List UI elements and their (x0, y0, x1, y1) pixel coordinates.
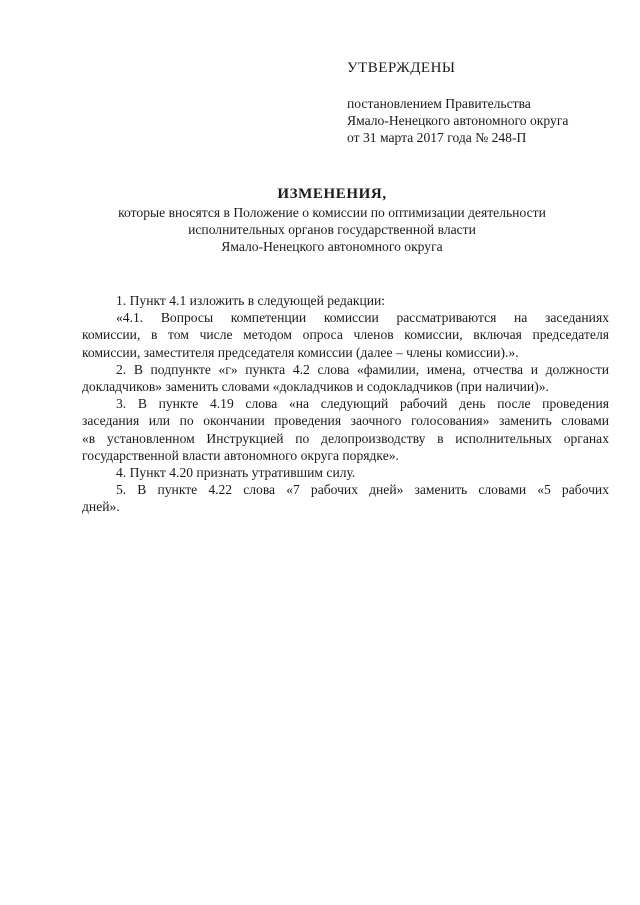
document-subtitle-line: которые вносятся в Положение о комиссии по оптимизации деятельности (118, 205, 546, 220)
text-line: дней». (82, 499, 120, 515)
text-line: заседания или по окончании проведения заочного голосования» заменить словами (82, 413, 609, 429)
amendment-item-1-text (82, 309, 609, 361)
text-line: государственной власти автономного округа порядке». (82, 447, 399, 463)
document-title: ИЗМЕНЕНИЯ, (277, 186, 387, 202)
approval-line: постановлением Правительства (347, 96, 531, 111)
approval-line: от 31 марта 2017 года № 248-П (347, 130, 527, 145)
document-subtitle-line: Ямало-Ненецкого автономного округа (221, 239, 443, 254)
text-line: «4.1. Вопросы компетенции комиссии рассматриваются на заседаниях (116, 310, 609, 326)
document-subtitle-line: исполнительных органов государственной власти (188, 222, 476, 237)
amendment-item-5 (82, 481, 609, 515)
text-line: 3. В пункте 4.19 слова «на следующий рабочий день после проведения (116, 396, 609, 412)
text-line: 2. В подпункте «г» пункта 4.2 слова «фамилии, имена, отчества и должности (116, 361, 609, 377)
amendment-item-3 (82, 395, 609, 464)
amendment-item-1 (82, 292, 609, 309)
text-line: 4. Пункт 4.20 признать утратившим силу. (116, 465, 356, 481)
text-line: комиссии, заместителя председателя комиссии (далее – члены комиссии).». (82, 344, 519, 360)
approval-title: УТВЕРЖДЕНЫ (347, 60, 456, 76)
document-heading (60, 186, 604, 255)
text-line: докладчиков» заменить словами «докладчиков и содокладчиков (при наличии)». (82, 379, 549, 395)
amendment-item-4 (82, 464, 609, 481)
text-line: 1. Пункт 4.1 изложить в следующей редакции: (116, 293, 386, 308)
document-body (82, 292, 609, 516)
approval-block (347, 60, 627, 146)
text-line: 5. В пункте 4.22 слова «7 рабочих дней» заменить словами «5 рабочих (116, 482, 609, 498)
approval-line: Ямало-Ненецкого автономного округа (347, 113, 569, 128)
text-line: «в установленном Инструкцией по делопроизводству в исполнительных органах (82, 430, 609, 446)
amendment-item-2 (82, 361, 609, 395)
text-line: комиссии, в том числе методом опроса членов комиссии, включая председателя (82, 327, 609, 343)
